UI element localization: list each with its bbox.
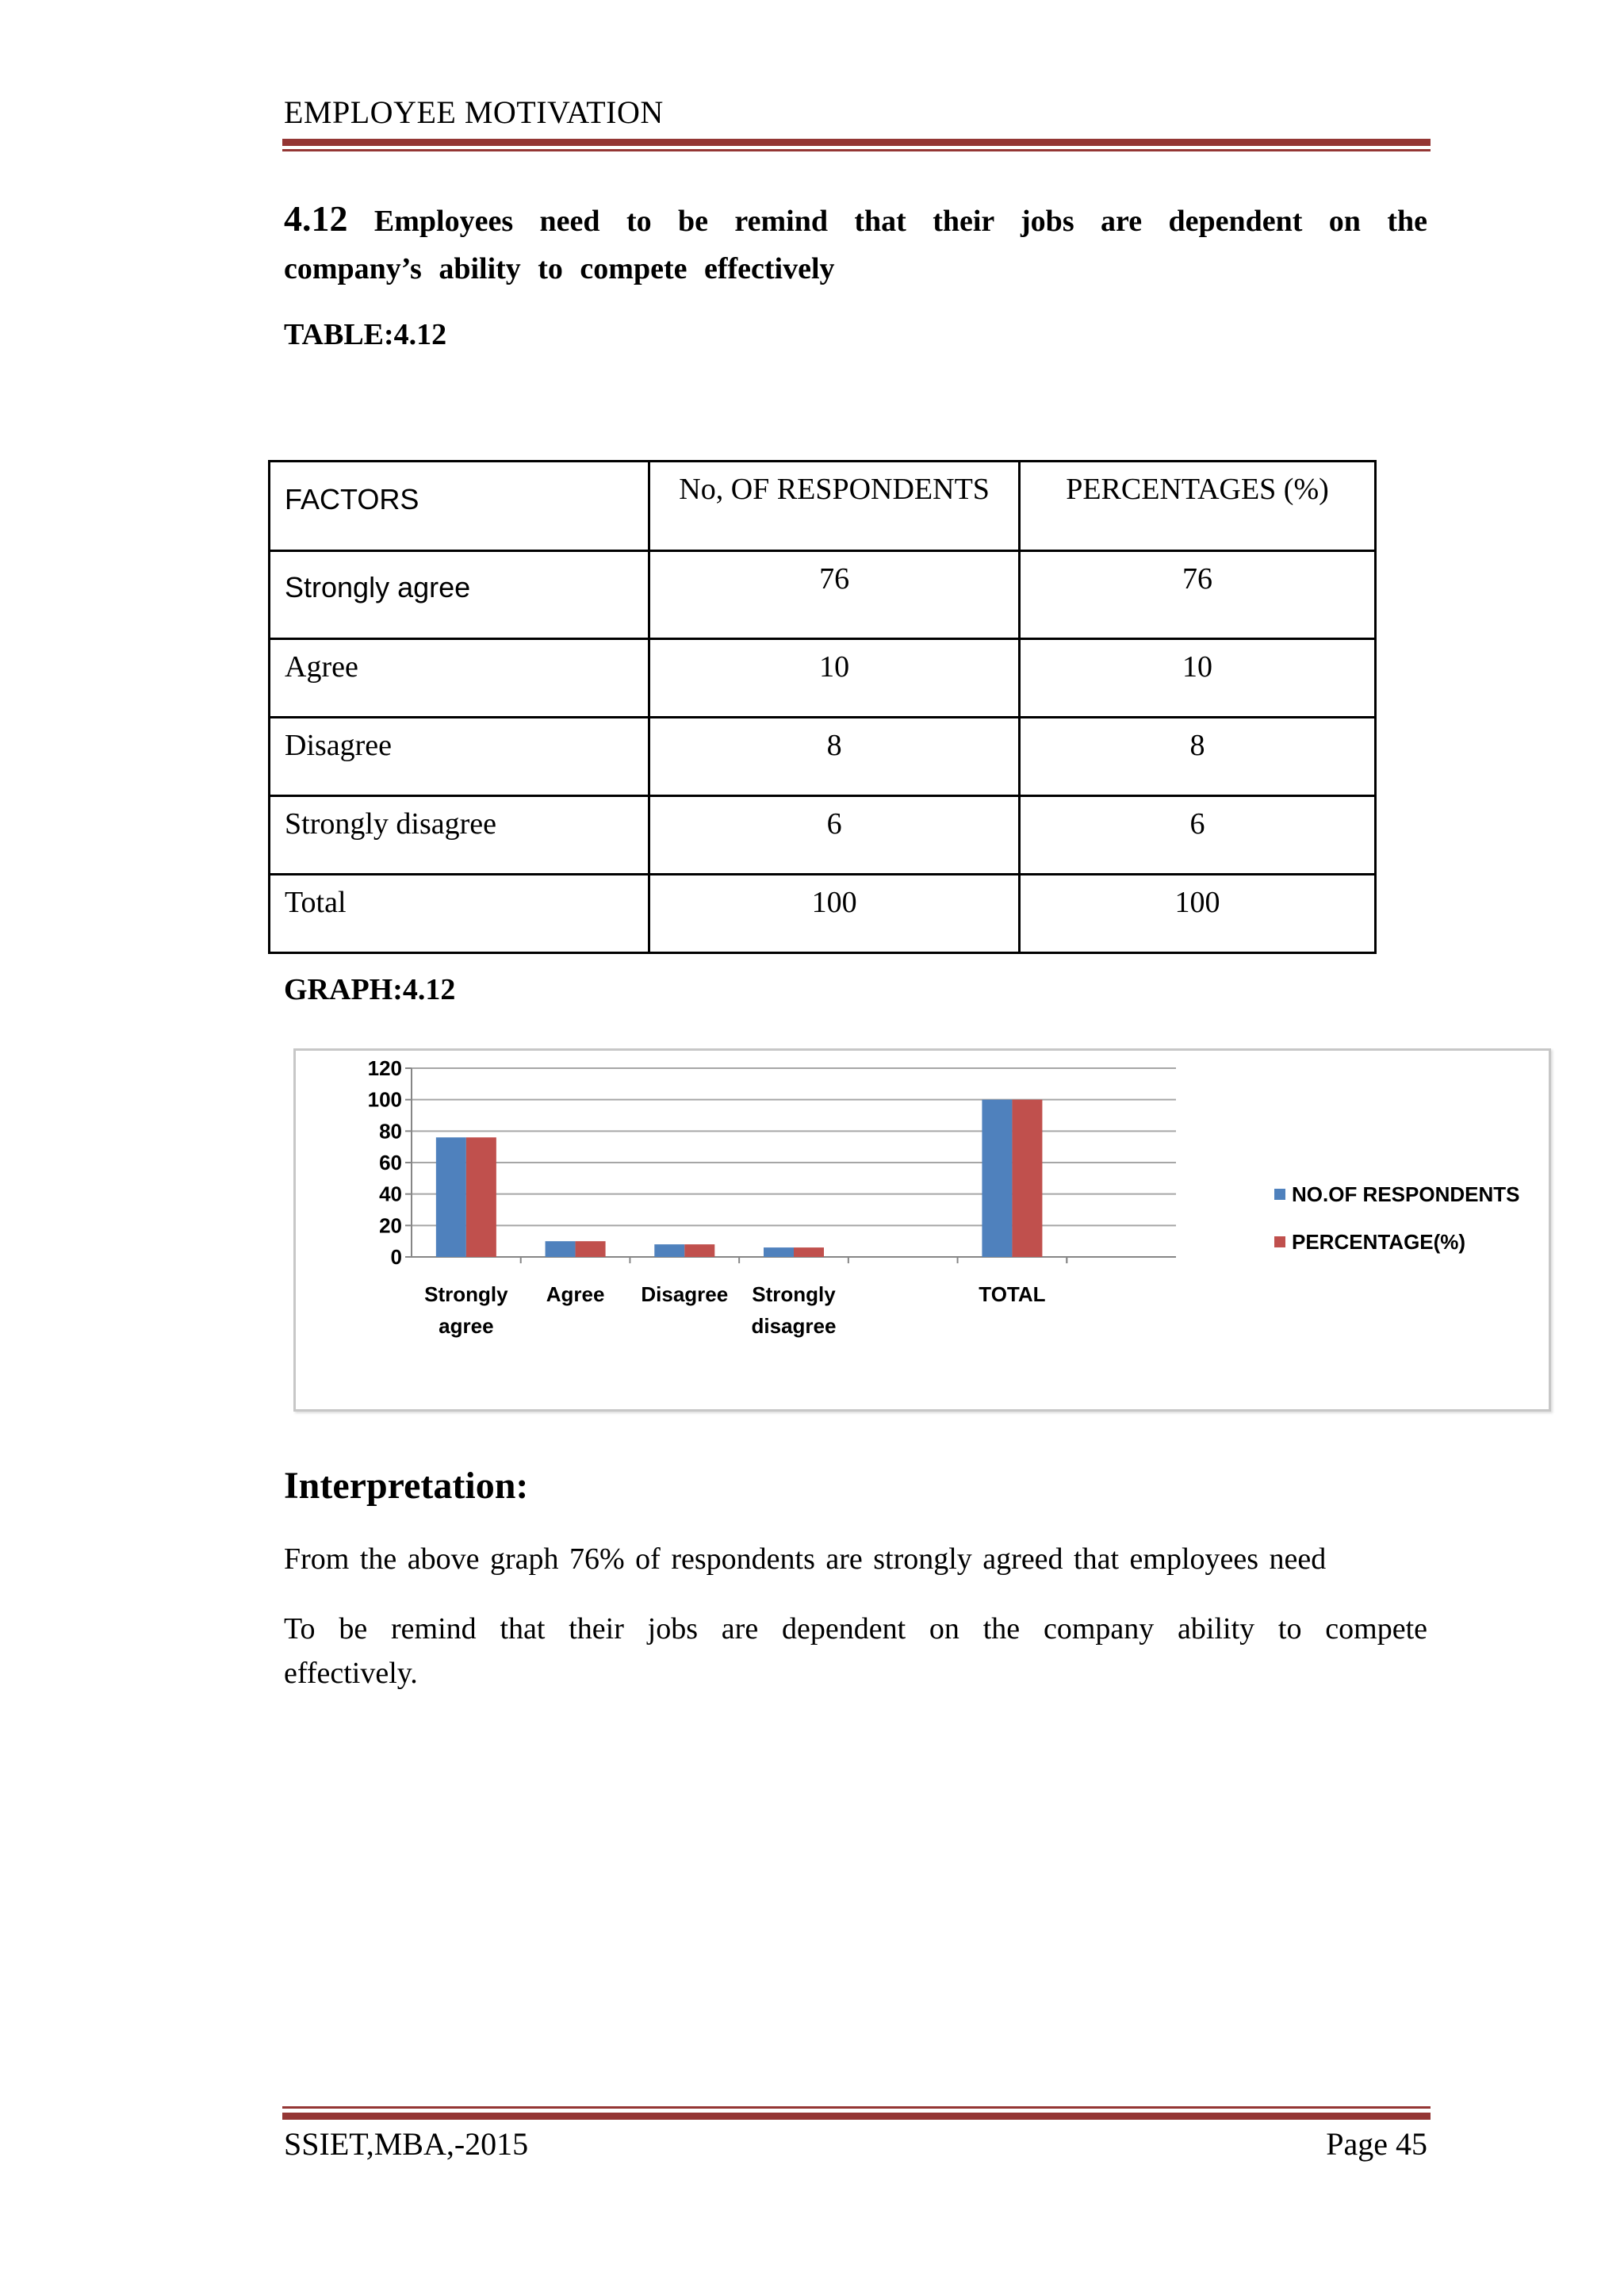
y-tick-label: 40 xyxy=(379,1182,402,1206)
section-title: Employees need to be remind that their jobs are dependent on the company’s ability to compete effectively xyxy=(284,205,1428,285)
table-cell: Total xyxy=(270,875,649,953)
bar-chart xyxy=(293,1048,1551,1412)
table-cell: Disagree xyxy=(270,718,649,796)
legend-label: NO.OF RESPONDENTS xyxy=(1292,1182,1520,1206)
table-cell: Strongly agree xyxy=(270,551,649,639)
table-row xyxy=(270,875,1376,953)
x-tick-label: Disagree xyxy=(641,1282,729,1306)
legend-swatch xyxy=(1274,1189,1285,1200)
bar xyxy=(654,1244,684,1257)
interpretation-title: Interpretation: xyxy=(284,1465,529,1507)
table-row xyxy=(270,796,1376,875)
table-cell: 8 xyxy=(1019,718,1375,796)
header-rule-thin xyxy=(282,149,1431,151)
footer-rule xyxy=(282,2113,1431,2120)
legend-label: PERCENTAGE(%) xyxy=(1292,1230,1466,1254)
respondents-table xyxy=(268,460,1377,954)
interpretation-line-1: From the above graph 76% of respondents are strongly agreed that employees need xyxy=(284,1542,1327,1576)
table-row xyxy=(270,639,1376,718)
table-label: TABLE:4.12 xyxy=(284,318,447,351)
table-row xyxy=(270,718,1376,796)
table-cell: 100 xyxy=(649,875,1020,953)
table-cell: 76 xyxy=(649,551,1020,639)
footer-institution: SSIET,MBA,-2015 xyxy=(284,2126,529,2162)
bar xyxy=(794,1247,824,1257)
table-header-cell: FACTORS xyxy=(270,462,649,551)
footer-rule-thin xyxy=(282,2106,1431,2109)
bar xyxy=(684,1244,714,1257)
table-header-row xyxy=(270,462,1376,551)
bar xyxy=(546,1241,576,1257)
running-header: EMPLOYEE MOTIVATION xyxy=(284,94,664,130)
bar xyxy=(466,1137,496,1257)
table-row xyxy=(270,551,1376,639)
header-rule xyxy=(282,139,1431,146)
bar xyxy=(982,1100,1012,1257)
table-cell: Agree xyxy=(270,639,649,718)
y-tick-label: 0 xyxy=(390,1245,402,1269)
page-number: Page 45 xyxy=(1326,2126,1427,2162)
bar xyxy=(764,1247,794,1257)
table-cell: 6 xyxy=(1019,796,1375,875)
y-tick-label: 120 xyxy=(367,1056,402,1080)
x-tick-label: agree xyxy=(439,1314,494,1338)
section-heading xyxy=(284,195,1427,293)
x-tick-label: Agree xyxy=(546,1282,605,1306)
interpretation-line-2: To be remind that their jobs are dependent on the company ability to compete effectively. xyxy=(284,1612,1427,1690)
table-cell: 76 xyxy=(1019,551,1375,639)
y-tick-label: 20 xyxy=(379,1213,402,1238)
x-tick-label: TOTAL xyxy=(979,1282,1046,1306)
bar xyxy=(436,1137,466,1257)
bar xyxy=(1012,1100,1042,1257)
table-header-cell: PERCENTAGES (%) xyxy=(1019,462,1375,551)
table-cell: Strongly disagree xyxy=(270,796,649,875)
bar xyxy=(576,1241,606,1257)
x-tick-label: Strongly xyxy=(424,1282,508,1306)
table-cell: 10 xyxy=(649,639,1020,718)
section-number: 4.12 xyxy=(284,198,348,239)
x-tick-label: Strongly xyxy=(752,1282,836,1306)
y-tick-label: 100 xyxy=(367,1087,402,1112)
bar-chart-svg xyxy=(296,1051,1549,1409)
table-cell: 100 xyxy=(1019,875,1375,953)
table-cell: 10 xyxy=(1019,639,1375,718)
table-cell: 8 xyxy=(649,718,1020,796)
table-cell: 6 xyxy=(649,796,1020,875)
graph-label: GRAPH:4.12 xyxy=(284,973,456,1006)
y-tick-label: 80 xyxy=(379,1119,402,1144)
x-tick-label: disagree xyxy=(751,1314,837,1338)
y-tick-label: 60 xyxy=(379,1151,402,1174)
table-header-cell: No, OF RESPONDENTS xyxy=(649,462,1020,551)
legend-swatch xyxy=(1274,1236,1285,1247)
